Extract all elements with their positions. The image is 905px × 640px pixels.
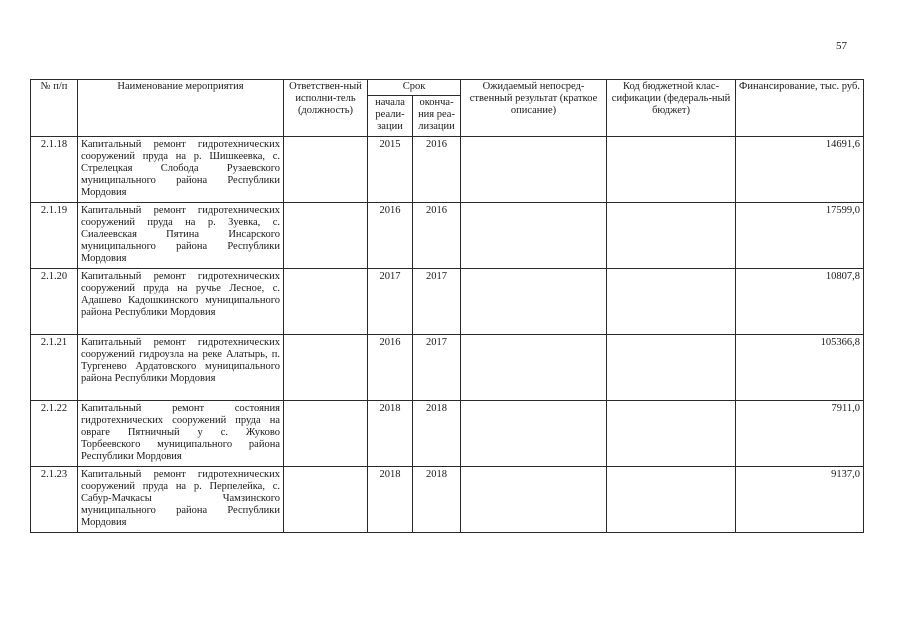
row-end: 2018 bbox=[413, 467, 461, 533]
header-term: Срок bbox=[368, 80, 461, 96]
row-responsible bbox=[284, 269, 368, 335]
row-end: 2016 bbox=[413, 203, 461, 269]
header-end: оконча-ния реа-лизации bbox=[413, 96, 461, 137]
row-code bbox=[607, 137, 736, 203]
row-num: 2.1.19 bbox=[31, 203, 78, 269]
table-row bbox=[31, 401, 864, 467]
row-code bbox=[607, 467, 736, 533]
row-code bbox=[607, 335, 736, 401]
row-num: 2.1.20 bbox=[31, 269, 78, 335]
row-responsible bbox=[284, 335, 368, 401]
header-result: Ожидаемый непосред-ственный результат (краткое описание) bbox=[461, 80, 607, 137]
row-responsible bbox=[284, 401, 368, 467]
row-financing: 14691,6 bbox=[736, 137, 864, 203]
table-row bbox=[31, 137, 864, 203]
row-code bbox=[607, 269, 736, 335]
row-num: 2.1.21 bbox=[31, 335, 78, 401]
row-result bbox=[461, 269, 607, 335]
row-start: 2016 bbox=[368, 335, 413, 401]
header-budget-code: Код бюджетной клас-сификации (федераль-ный бюджет) bbox=[607, 80, 736, 137]
measures-table bbox=[30, 79, 864, 533]
row-num: 2.1.23 bbox=[31, 467, 78, 533]
row-start: 2015 bbox=[368, 137, 413, 203]
row-responsible bbox=[284, 467, 368, 533]
row-result bbox=[461, 137, 607, 203]
row-result bbox=[461, 467, 607, 533]
header-name: Наименование мероприятия bbox=[78, 80, 284, 137]
row-start: 2018 bbox=[368, 467, 413, 533]
row-financing: 7911,0 bbox=[736, 401, 864, 467]
row-num: 2.1.22 bbox=[31, 401, 78, 467]
header-num: № п/п bbox=[31, 80, 78, 137]
row-financing: 105366,8 bbox=[736, 335, 864, 401]
header-start: начала реали-зации bbox=[368, 96, 413, 137]
row-result bbox=[461, 335, 607, 401]
row-end: 2017 bbox=[413, 335, 461, 401]
row-responsible bbox=[284, 203, 368, 269]
page-number: 57 bbox=[836, 40, 847, 52]
header-financing: Финансирование, тыс. руб. bbox=[736, 80, 864, 137]
table-row bbox=[31, 269, 864, 335]
row-code bbox=[607, 203, 736, 269]
row-name: Капитальный ремонт гидротехнических сооружений пруда на ручье Лесное, с. Адашево Кадошкинского муниципального района Республики Мордовия bbox=[78, 269, 284, 335]
row-end: 2016 bbox=[413, 137, 461, 203]
row-name: Капитальный ремонт гидротехнических сооружений пруда на р. Зуевка, с. Сиалеевская Пятина Инсарского муниципального района Республики Мордовия bbox=[78, 203, 284, 269]
row-result bbox=[461, 401, 607, 467]
header-row bbox=[31, 80, 864, 96]
row-financing: 17599,0 bbox=[736, 203, 864, 269]
header-responsible: Ответствен-ный исполни-тель (должность) bbox=[284, 80, 368, 137]
row-end: 2017 bbox=[413, 269, 461, 335]
row-code bbox=[607, 401, 736, 467]
table-row bbox=[31, 203, 864, 269]
row-financing: 10807,8 bbox=[736, 269, 864, 335]
row-start: 2018 bbox=[368, 401, 413, 467]
table-row bbox=[31, 335, 864, 401]
row-start: 2016 bbox=[368, 203, 413, 269]
row-financing: 9137,0 bbox=[736, 467, 864, 533]
row-end: 2018 bbox=[413, 401, 461, 467]
row-name: Капитальный ремонт гидротехнических сооружений пруда на р. Перпелейка, с. Сабур-Мачкасы Чамзинского муниципального района Республики Мордовия bbox=[78, 467, 284, 533]
row-name: Капитальный ремонт гидротехнических сооружений гидроузла на реке Алатырь, п. Тургенево Ардатовского муниципального района Республики Мордовия bbox=[78, 335, 284, 401]
row-name: Капитальный ремонт гидротехнических сооружений пруда на р. Шишкеевка, с. Стрелецкая Слобода Рузаевского муниципального района Республики Мордовия bbox=[78, 137, 284, 203]
row-num: 2.1.18 bbox=[31, 137, 78, 203]
table-row bbox=[31, 467, 864, 533]
row-result bbox=[461, 203, 607, 269]
row-responsible bbox=[284, 137, 368, 203]
row-name: Капитальный ремонт состояния гидротехнических сооружений пруда на овраге Пятничный у с. Жуково Торбеевского муниципального района Республики Мордовия bbox=[78, 401, 284, 467]
row-start: 2017 bbox=[368, 269, 413, 335]
